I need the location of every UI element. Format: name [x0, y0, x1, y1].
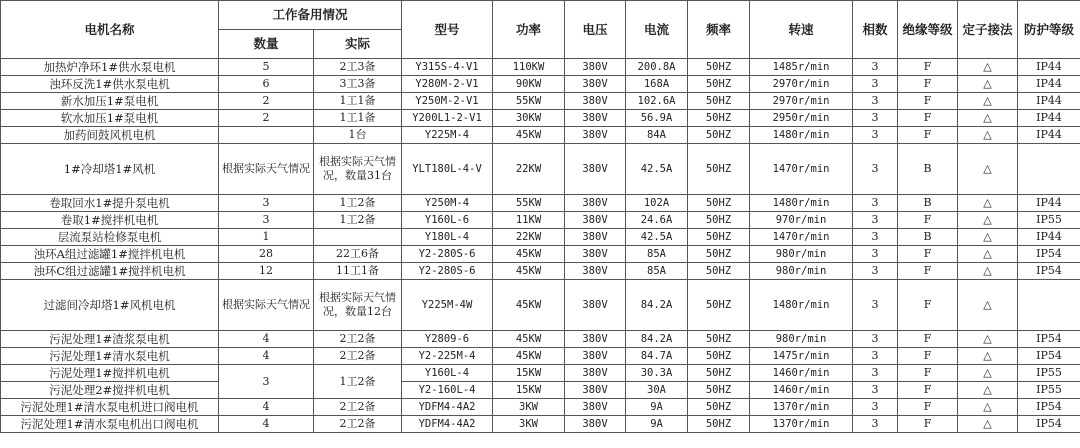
cell-voltage: 380V — [565, 416, 626, 433]
table-row — [1, 195, 1080, 212]
cell-qty: 3 — [219, 212, 314, 229]
cell-phase: 3 — [853, 382, 898, 399]
cell-current: 56.9A — [626, 110, 688, 127]
cell-model: Y315S-4-V1 — [402, 59, 493, 76]
col-header-power: 功率 — [493, 1, 565, 59]
cell-model: Y2-160L-4 — [402, 382, 493, 399]
cell-qty — [219, 127, 314, 144]
cell-stator: △ — [958, 76, 1018, 93]
cell-actual — [314, 229, 402, 246]
cell-voltage: 380V — [565, 399, 626, 416]
cell-speed: 980r/min — [750, 331, 853, 348]
cell-insulation: F — [898, 127, 958, 144]
cell-phase: 3 — [853, 280, 898, 331]
cell-freq: 50HZ — [688, 365, 750, 382]
cell-freq: 50HZ — [688, 76, 750, 93]
cell-stator: △ — [958, 110, 1018, 127]
cell-name: 污泥处理1#搅拌机电机 — [1, 365, 219, 382]
cell-actual: 1工2备 — [314, 212, 402, 229]
cell-freq: 50HZ — [688, 229, 750, 246]
table-row — [1, 263, 1080, 280]
cell-stator: △ — [958, 229, 1018, 246]
cell-phase: 3 — [853, 348, 898, 365]
cell-actual: 1工2备 — [314, 195, 402, 212]
cell-phase: 3 — [853, 365, 898, 382]
cell-freq: 50HZ — [688, 348, 750, 365]
cell-qty: 2 — [219, 93, 314, 110]
cell-voltage: 380V — [565, 365, 626, 382]
cell-phase: 3 — [853, 246, 898, 263]
col-header-actual: 实际 — [314, 30, 402, 59]
cell-insulation: F — [898, 382, 958, 399]
cell-current: 30A — [626, 382, 688, 399]
cell-speed: 970r/min — [750, 212, 853, 229]
cell-stator: △ — [958, 195, 1018, 212]
cell-freq: 50HZ — [688, 382, 750, 399]
cell-phase: 3 — [853, 331, 898, 348]
cell-model: Y250M-2-V1 — [402, 93, 493, 110]
cell-freq: 50HZ — [688, 59, 750, 76]
cell-name: 加热炉净环1#供水泵电机 — [1, 59, 219, 76]
col-header-stator: 定子接法 — [958, 1, 1018, 59]
cell-model: Y160L-6 — [402, 212, 493, 229]
cell-speed: 2950r/min — [750, 110, 853, 127]
cell-name: 过滤间冷却塔1#风机电机 — [1, 280, 219, 331]
cell-speed: 1480r/min — [750, 195, 853, 212]
cell-protection: IP44 — [1018, 59, 1080, 76]
cell-power: 3KW — [493, 416, 565, 433]
col-header-voltage: 电压 — [565, 1, 626, 59]
cell-voltage: 380V — [565, 93, 626, 110]
cell-insulation: F — [898, 416, 958, 433]
cell-insulation: F — [898, 280, 958, 331]
cell-stator: △ — [958, 246, 1018, 263]
cell-model: Y200L1-2-V1 — [402, 110, 493, 127]
cell-stator: △ — [958, 382, 1018, 399]
cell-speed: 2970r/min — [750, 76, 853, 93]
cell-protection: IP44 — [1018, 76, 1080, 93]
cell-protection: IP55 — [1018, 365, 1080, 382]
cell-name: 1#冷却塔1#风机 — [1, 144, 219, 195]
cell-power: 45KW — [493, 246, 565, 263]
cell-insulation: F — [898, 331, 958, 348]
cell-insulation: B — [898, 229, 958, 246]
cell-power: 45KW — [493, 331, 565, 348]
cell-qty: 4 — [219, 331, 314, 348]
cell-power: 45KW — [493, 348, 565, 365]
cell-freq: 50HZ — [688, 331, 750, 348]
cell-phase: 3 — [853, 212, 898, 229]
table-row — [1, 280, 1080, 331]
cell-speed: 1480r/min — [750, 280, 853, 331]
cell-protection — [1018, 144, 1080, 195]
cell-insulation: B — [898, 144, 958, 195]
col-header-quantity: 数量 — [219, 30, 314, 59]
cell-actual: 2工2备 — [314, 416, 402, 433]
cell-qty: 根据实际天气情况 — [219, 280, 314, 331]
cell-freq: 50HZ — [688, 246, 750, 263]
cell-qty: 6 — [219, 76, 314, 93]
col-header-insulation: 绝缘等级 — [898, 1, 958, 59]
cell-power: 55KW — [493, 93, 565, 110]
col-header-name: 电机名称 — [1, 1, 219, 59]
cell-model: Y160L-4 — [402, 365, 493, 382]
cell-current: 84.2A — [626, 331, 688, 348]
cell-power: 22KW — [493, 229, 565, 246]
cell-stator: △ — [958, 331, 1018, 348]
cell-power: 15KW — [493, 365, 565, 382]
cell-speed: 1370r/min — [750, 399, 853, 416]
table-row — [1, 59, 1080, 76]
cell-speed: 1475r/min — [750, 348, 853, 365]
cell-stator: △ — [958, 348, 1018, 365]
col-header-frequency: 频率 — [688, 1, 750, 59]
cell-insulation: B — [898, 195, 958, 212]
cell-speed: 2970r/min — [750, 93, 853, 110]
cell-power: 55KW — [493, 195, 565, 212]
cell-current: 168A — [626, 76, 688, 93]
cell-stator: △ — [958, 263, 1018, 280]
table-row — [1, 229, 1080, 246]
cell-current: 30.3A — [626, 365, 688, 382]
cell-speed: 1470r/min — [750, 144, 853, 195]
cell-actual: 2工2备 — [314, 348, 402, 365]
cell-name: 污泥处理1#清水泵电机出口阀电机 — [1, 416, 219, 433]
cell-phase: 3 — [853, 229, 898, 246]
col-header-model: 型号 — [402, 1, 493, 59]
cell-name: 污泥处理1#清水泵电机 — [1, 348, 219, 365]
cell-stator: △ — [958, 59, 1018, 76]
cell-qty: 4 — [219, 399, 314, 416]
cell-protection: IP54 — [1018, 399, 1080, 416]
cell-insulation: F — [898, 246, 958, 263]
table-row — [1, 246, 1080, 263]
cell-insulation: F — [898, 263, 958, 280]
cell-power: 110KW — [493, 59, 565, 76]
cell-phase: 3 — [853, 416, 898, 433]
cell-voltage: 380V — [565, 144, 626, 195]
cell-name: 污泥处理2#搅拌机电机 — [1, 382, 219, 399]
cell-stator: △ — [958, 127, 1018, 144]
col-header-speed: 转速 — [750, 1, 853, 59]
cell-protection: IP54 — [1018, 246, 1080, 263]
cell-speed: 1370r/min — [750, 416, 853, 433]
cell-actual: 2工2备 — [314, 399, 402, 416]
cell-protection: IP54 — [1018, 348, 1080, 365]
cell-qty: 根据实际天气情况 — [219, 144, 314, 195]
cell-name: 浊环C组过滤罐1#搅拌机电机 — [1, 263, 219, 280]
cell-voltage: 380V — [565, 263, 626, 280]
cell-qty: 3 — [219, 365, 314, 399]
cell-insulation: F — [898, 365, 958, 382]
cell-current: 102A — [626, 195, 688, 212]
cell-power: 11KW — [493, 212, 565, 229]
cell-power: 15KW — [493, 382, 565, 399]
cell-voltage: 380V — [565, 229, 626, 246]
cell-actual: 1工1备 — [314, 110, 402, 127]
cell-name: 污泥处理1#渣浆泵电机 — [1, 331, 219, 348]
cell-actual: 根据实际天气情况，数量31台 — [314, 144, 402, 195]
cell-current: 42.5A — [626, 229, 688, 246]
cell-phase: 3 — [853, 144, 898, 195]
cell-voltage: 380V — [565, 246, 626, 263]
cell-insulation: F — [898, 59, 958, 76]
cell-voltage: 380V — [565, 348, 626, 365]
cell-stator: △ — [958, 416, 1018, 433]
table-row — [1, 110, 1080, 127]
table-row — [1, 365, 1080, 382]
table-row — [1, 144, 1080, 195]
cell-speed: 980r/min — [750, 263, 853, 280]
cell-model: YLT180L-4-V — [402, 144, 493, 195]
cell-current: 85A — [626, 263, 688, 280]
cell-stator: △ — [958, 144, 1018, 195]
cell-insulation: F — [898, 110, 958, 127]
cell-current: 85A — [626, 246, 688, 263]
cell-name: 软水加压1#泵电机 — [1, 110, 219, 127]
cell-insulation: F — [898, 348, 958, 365]
cell-current: 84.7A — [626, 348, 688, 365]
cell-phase: 3 — [853, 59, 898, 76]
cell-model: Y225M-4W — [402, 280, 493, 331]
cell-model: Y2-280S-6 — [402, 263, 493, 280]
cell-freq: 50HZ — [688, 280, 750, 331]
cell-voltage: 380V — [565, 59, 626, 76]
col-header-current: 电流 — [626, 1, 688, 59]
table-row — [1, 76, 1080, 93]
cell-qty: 5 — [219, 59, 314, 76]
cell-voltage: 380V — [565, 382, 626, 399]
cell-freq: 50HZ — [688, 416, 750, 433]
cell-freq: 50HZ — [688, 127, 750, 144]
cell-insulation: F — [898, 93, 958, 110]
cell-freq: 50HZ — [688, 195, 750, 212]
cell-protection: IP54 — [1018, 263, 1080, 280]
cell-model: Y2-280S-6 — [402, 246, 493, 263]
col-header-usage: 工作备用情况 — [219, 1, 402, 30]
cell-current: 9A — [626, 416, 688, 433]
cell-actual: 1工1备 — [314, 93, 402, 110]
cell-speed: 1460r/min — [750, 365, 853, 382]
cell-protection: IP54 — [1018, 331, 1080, 348]
cell-protection: IP44 — [1018, 195, 1080, 212]
cell-speed: 1460r/min — [750, 382, 853, 399]
cell-phase: 3 — [853, 195, 898, 212]
cell-freq: 50HZ — [688, 110, 750, 127]
cell-insulation: F — [898, 399, 958, 416]
table-row — [1, 399, 1080, 416]
cell-qty: 28 — [219, 246, 314, 263]
cell-phase: 3 — [853, 399, 898, 416]
table-row — [1, 127, 1080, 144]
cell-voltage: 380V — [565, 110, 626, 127]
cell-phase: 3 — [853, 110, 898, 127]
cell-qty: 3 — [219, 195, 314, 212]
cell-voltage: 380V — [565, 331, 626, 348]
cell-actual: 2工2备 — [314, 331, 402, 348]
cell-voltage: 380V — [565, 195, 626, 212]
cell-phase: 3 — [853, 263, 898, 280]
cell-model: Y280M-2-V1 — [402, 76, 493, 93]
cell-model: Y2809-6 — [402, 331, 493, 348]
cell-insulation: F — [898, 76, 958, 93]
cell-current: 84A — [626, 127, 688, 144]
cell-current: 102.6A — [626, 93, 688, 110]
cell-voltage: 380V — [565, 280, 626, 331]
cell-actual: 11工1备 — [314, 263, 402, 280]
cell-protection: IP44 — [1018, 127, 1080, 144]
cell-power: 45KW — [493, 127, 565, 144]
cell-model: YDFM4-4A2 — [402, 416, 493, 433]
cell-actual: 22工6备 — [314, 246, 402, 263]
cell-freq: 50HZ — [688, 399, 750, 416]
cell-power: 3KW — [493, 399, 565, 416]
cell-speed: 1480r/min — [750, 127, 853, 144]
cell-power: 45KW — [493, 280, 565, 331]
cell-qty: 4 — [219, 348, 314, 365]
cell-name: 卷取回水1#提升泵电机 — [1, 195, 219, 212]
cell-freq: 50HZ — [688, 144, 750, 195]
cell-protection: IP55 — [1018, 212, 1080, 229]
cell-voltage: 380V — [565, 76, 626, 93]
cell-stator: △ — [958, 93, 1018, 110]
cell-qty: 12 — [219, 263, 314, 280]
cell-actual: 2工3备 — [314, 59, 402, 76]
cell-phase: 3 — [853, 93, 898, 110]
cell-stator: △ — [958, 399, 1018, 416]
cell-protection: IP44 — [1018, 229, 1080, 246]
cell-model: YDFM4-4A2 — [402, 399, 493, 416]
cell-actual: 1台 — [314, 127, 402, 144]
cell-speed: 1470r/min — [750, 229, 853, 246]
table-row — [1, 382, 1080, 399]
cell-protection: IP44 — [1018, 93, 1080, 110]
cell-qty: 2 — [219, 110, 314, 127]
table-row — [1, 416, 1080, 433]
cell-protection: IP54 — [1018, 416, 1080, 433]
cell-name: 污泥处理1#清水泵电机进口阀电机 — [1, 399, 219, 416]
cell-qty: 1 — [219, 229, 314, 246]
cell-stator: △ — [958, 365, 1018, 382]
table-row — [1, 331, 1080, 348]
cell-phase: 3 — [853, 76, 898, 93]
cell-name: 浊环反洗1#供水泵电机 — [1, 76, 219, 93]
cell-power: 90KW — [493, 76, 565, 93]
cell-freq: 50HZ — [688, 212, 750, 229]
cell-protection — [1018, 280, 1080, 331]
table-row — [1, 212, 1080, 229]
cell-voltage: 380V — [565, 127, 626, 144]
cell-name: 层流泵站检修泵电机 — [1, 229, 219, 246]
cell-current: 24.6A — [626, 212, 688, 229]
cell-actual: 3工3备 — [314, 76, 402, 93]
cell-qty: 4 — [219, 416, 314, 433]
col-header-protection: 防护等级 — [1018, 1, 1080, 59]
cell-model: Y225M-4 — [402, 127, 493, 144]
cell-power: 45KW — [493, 263, 565, 280]
table-row — [1, 93, 1080, 110]
cell-model: Y2-225M-4 — [402, 348, 493, 365]
cell-current: 84.2A — [626, 280, 688, 331]
cell-model: Y250M-4 — [402, 195, 493, 212]
cell-phase: 3 — [853, 127, 898, 144]
cell-current: 42.5A — [626, 144, 688, 195]
cell-actual: 根据实际天气情况，数量12台 — [314, 280, 402, 331]
cell-speed: 1485r/min — [750, 59, 853, 76]
cell-name: 浊环A组过滤罐1#搅拌机电机 — [1, 246, 219, 263]
cell-current: 9A — [626, 399, 688, 416]
cell-speed: 980r/min — [750, 246, 853, 263]
cell-protection: IP44 — [1018, 110, 1080, 127]
col-header-phase: 相数 — [853, 1, 898, 59]
cell-name: 加药间鼓风机电机 — [1, 127, 219, 144]
cell-current: 200.8A — [626, 59, 688, 76]
cell-stator: △ — [958, 212, 1018, 229]
cell-freq: 50HZ — [688, 263, 750, 280]
cell-freq: 50HZ — [688, 93, 750, 110]
cell-power: 30KW — [493, 110, 565, 127]
cell-name: 新水加压1#泵电机 — [1, 93, 219, 110]
cell-protection: IP55 — [1018, 382, 1080, 399]
cell-model: Y180L-4 — [402, 229, 493, 246]
table-row — [1, 348, 1080, 365]
cell-power: 22KW — [493, 144, 565, 195]
cell-actual: 1工2备 — [314, 365, 402, 399]
cell-stator: △ — [958, 280, 1018, 331]
cell-insulation: F — [898, 212, 958, 229]
cell-voltage: 380V — [565, 212, 626, 229]
cell-name: 卷取1#搅拌机电机 — [1, 212, 219, 229]
